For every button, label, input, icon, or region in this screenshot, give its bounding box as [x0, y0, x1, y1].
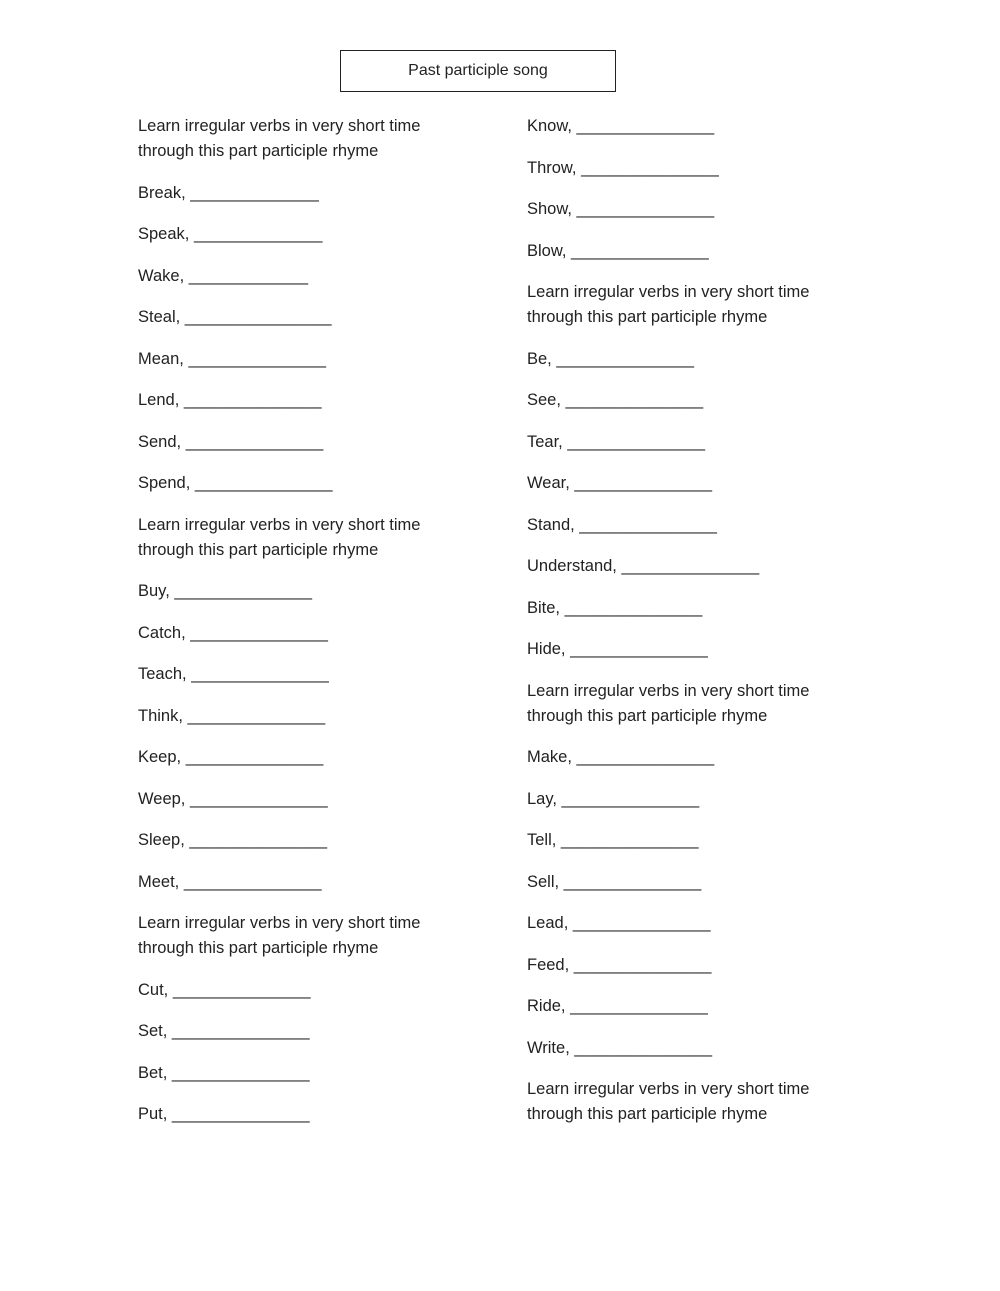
verb-blank-item[interactable]: Wake, _____________	[138, 266, 309, 285]
verb-blank-item[interactable]: Ride, _______________	[527, 997, 708, 1015]
rhyme-line: through this part participle rhyme	[527, 1105, 768, 1123]
verb-blank-item[interactable]: Lay, _______________	[527, 789, 700, 808]
rhyme-line: through this part participle rhyme	[138, 939, 379, 957]
rhyme-text	[138, 114, 498, 181]
verb-blank-item[interactable]: Tear, _______________	[527, 432, 706, 451]
rhyme-line: Learn irregular verbs in very short time	[138, 914, 421, 932]
rhyme-line: Learn irregular verbs in very short time	[138, 515, 421, 534]
verb-blank-item[interactable]: Throw, _______________	[527, 158, 719, 177]
rhyme-line: through this part participle rhyme	[527, 706, 768, 725]
verb-blank-item[interactable]: Wear, _______________	[527, 474, 713, 492]
verb-blank-item[interactable]: Teach, _______________	[138, 665, 329, 683]
verb-blank-item[interactable]: Bet, _______________	[138, 1063, 310, 1082]
verb-blank-item[interactable]: Sleep, _______________	[138, 831, 328, 849]
verb-blank-item[interactable]: Make, _______________	[527, 748, 715, 766]
verb-blank-item[interactable]: Lead, _______________	[527, 914, 711, 932]
verb-blank-item[interactable]: Sell, _______________	[527, 872, 702, 891]
verb-blank-item[interactable]: Show, _______________	[527, 200, 715, 218]
rhyme-line: Learn irregular verbs in very short time	[138, 117, 421, 135]
verb-blank-item[interactable]: Speak, ______________	[138, 225, 323, 243]
verb-blank-item[interactable]: Write, _______________	[527, 1038, 713, 1057]
rhyme-text	[138, 911, 498, 978]
right-column	[527, 114, 887, 1144]
rhyme-text	[527, 1077, 887, 1144]
verb-blank-item[interactable]: Lend, _______________	[138, 391, 322, 409]
verb-blank-item[interactable]: Think, _______________	[138, 706, 326, 725]
verb-blank-item[interactable]: Put, _______________	[138, 1105, 310, 1123]
page-title: Past participle song	[340, 50, 616, 92]
rhyme-line: through this part participle rhyme	[138, 540, 379, 559]
verb-blank-item[interactable]: Tell, _______________	[527, 831, 699, 849]
verb-blank-item[interactable]: Know, _______________	[527, 117, 715, 135]
verb-blank-item[interactable]: Break, ______________	[138, 183, 319, 202]
verb-blank-item[interactable]: Stand, _______________	[527, 515, 717, 534]
rhyme-line: Learn irregular verbs in very short time	[527, 1080, 810, 1098]
verb-blank-item[interactable]: Buy, _______________	[138, 582, 313, 600]
verb-blank-item[interactable]: Cut, _______________	[138, 980, 311, 999]
verb-blank-item[interactable]: Bite, _______________	[527, 598, 703, 617]
rhyme-line: through this part participle rhyme	[138, 142, 379, 160]
rhyme-text	[527, 280, 887, 347]
verb-blank-item[interactable]: See, _______________	[527, 391, 704, 409]
verb-blank-item[interactable]: Blow, _______________	[527, 241, 709, 260]
verb-blank-item[interactable]: Set, _______________	[138, 1022, 310, 1040]
verb-blank-item[interactable]: Keep, _______________	[138, 748, 324, 766]
verb-blank-item[interactable]: Be, _______________	[527, 349, 694, 368]
verb-blank-item[interactable]: Hide, _______________	[527, 640, 708, 658]
verb-blank-item[interactable]: Mean, _______________	[138, 349, 327, 368]
verb-blank-item[interactable]: Spend, _______________	[138, 474, 333, 492]
rhyme-line: Learn irregular verbs in very short time	[527, 681, 810, 700]
rhyme-text	[138, 513, 498, 580]
verb-blank-item[interactable]: Understand, _______________	[527, 557, 760, 575]
verb-blank-item[interactable]: Steal, ________________	[138, 308, 332, 326]
rhyme-text	[527, 679, 887, 746]
verb-blank-item[interactable]: Send, _______________	[138, 432, 324, 451]
left-column	[138, 114, 498, 1144]
verb-blank-item[interactable]: Meet, _______________	[138, 872, 322, 891]
rhyme-line: through this part participle rhyme	[527, 308, 768, 326]
rhyme-line: Learn irregular verbs in very short time	[527, 283, 810, 301]
verb-blank-item[interactable]: Catch, _______________	[138, 623, 328, 642]
verb-blank-item[interactable]: Feed, _______________	[527, 955, 712, 974]
verb-blank-item[interactable]: Weep, _______________	[138, 789, 328, 808]
